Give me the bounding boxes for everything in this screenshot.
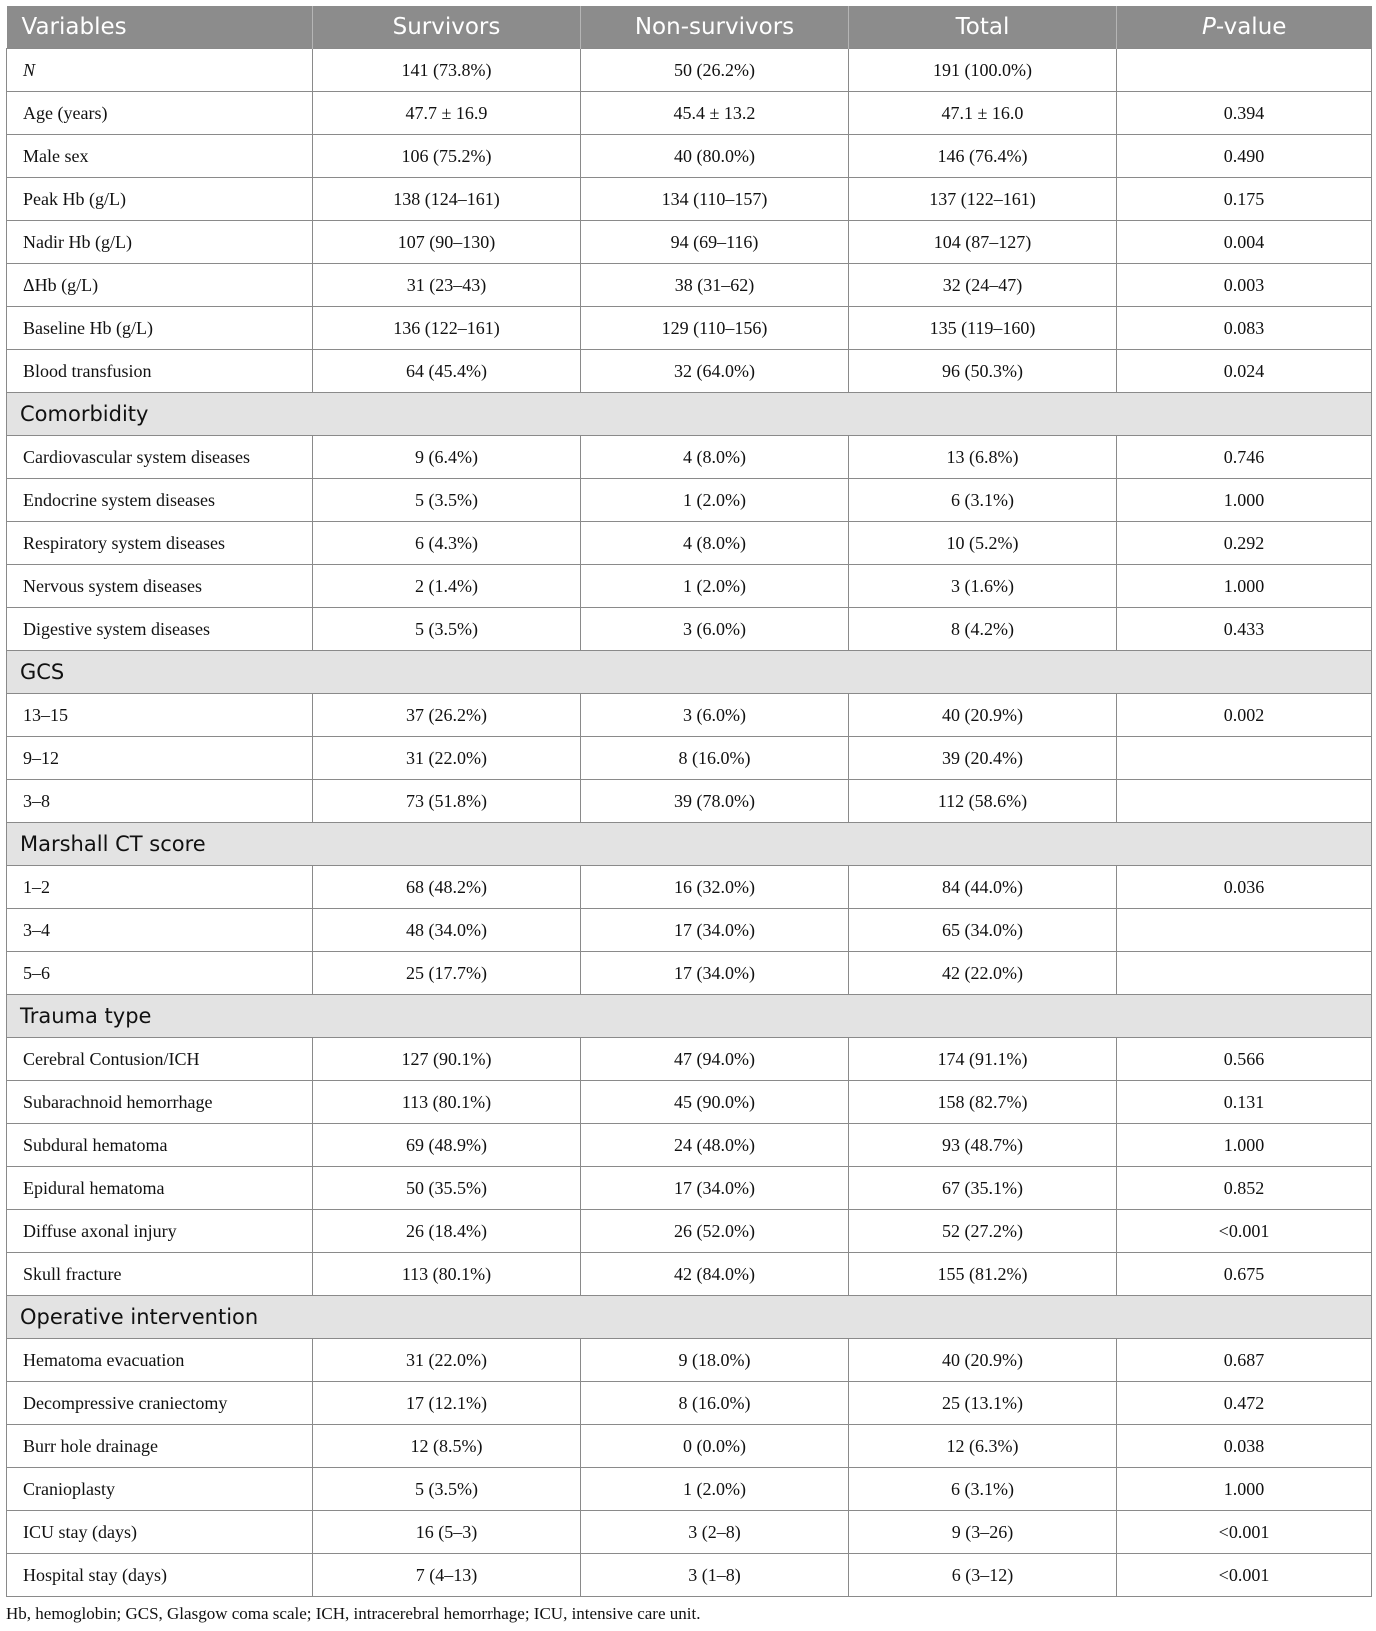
cell-total: 47.1 ± 16.0 <box>849 92 1117 135</box>
cell-label: 9–12 <box>7 737 313 780</box>
table-row <box>7 1081 1372 1124</box>
cell-label: Subdural hematoma <box>7 1124 313 1167</box>
cell-total: 96 (50.3%) <box>849 350 1117 393</box>
cell-total: 158 (82.7%) <box>849 1081 1117 1124</box>
cell-label: Epidural hematoma <box>7 1167 313 1210</box>
cell-total: 65 (34.0%) <box>849 909 1117 952</box>
cell-p: <0.001 <box>1117 1210 1372 1253</box>
header-survivors: Survivors <box>313 6 581 49</box>
cell-non-survivors: 50 (26.2%) <box>581 49 849 92</box>
section-title-gcs: GCS <box>7 651 1372 694</box>
cell-survivors: 25 (17.7%) <box>313 952 581 995</box>
section-title-marshall: Marshall CT score <box>7 823 1372 866</box>
cell-label: Digestive system diseases <box>7 608 313 651</box>
cell-total: 104 (87–127) <box>849 221 1117 264</box>
cell-label: Male sex <box>7 135 313 178</box>
cell-p: 0.024 <box>1117 350 1372 393</box>
header-variables: Variables <box>7 6 313 49</box>
cell-survivors: 73 (51.8%) <box>313 780 581 823</box>
section-title-comorbidity: Comorbidity <box>7 393 1372 436</box>
cell-survivors: 48 (34.0%) <box>313 909 581 952</box>
cell-total: 67 (35.1%) <box>849 1167 1117 1210</box>
cell-label: Peak Hb (g/L) <box>7 178 313 221</box>
cell-total: 40 (20.9%) <box>849 1339 1117 1382</box>
cell-total: 112 (58.6%) <box>849 780 1117 823</box>
cell-label: Cerebral Contusion/ICH <box>7 1038 313 1081</box>
cell-p: 0.004 <box>1117 221 1372 264</box>
cell-non-survivors: 17 (34.0%) <box>581 1167 849 1210</box>
cell-non-survivors: 1 (2.0%) <box>581 479 849 522</box>
cell-p: 0.083 <box>1117 307 1372 350</box>
cell-survivors: 106 (75.2%) <box>313 135 581 178</box>
table-row <box>7 1253 1372 1296</box>
cell-total: 6 (3.1%) <box>849 1468 1117 1511</box>
cell-label: Blood transfusion <box>7 350 313 393</box>
cell-total: 39 (20.4%) <box>849 737 1117 780</box>
cell-non-survivors: 4 (8.0%) <box>581 522 849 565</box>
cell-label: ΔHb (g/L) <box>7 264 313 307</box>
cell-p: 0.746 <box>1117 436 1372 479</box>
header-total: Total <box>849 6 1117 49</box>
section-row <box>7 995 1372 1038</box>
cell-total: 93 (48.7%) <box>849 1124 1117 1167</box>
cell-p <box>1117 952 1372 995</box>
cell-non-survivors: 134 (110–157) <box>581 178 849 221</box>
header-p-letter: P <box>1202 14 1216 40</box>
cell-label: Burr hole drainage <box>7 1425 313 1468</box>
table-row <box>7 1038 1372 1081</box>
cell-non-survivors: 16 (32.0%) <box>581 866 849 909</box>
cell-p: <0.001 <box>1117 1511 1372 1554</box>
cell-non-survivors: 47 (94.0%) <box>581 1038 849 1081</box>
table-row <box>7 264 1372 307</box>
section-title-operative: Operative intervention <box>7 1296 1372 1339</box>
table-row <box>7 1468 1372 1511</box>
cell-survivors: 113 (80.1%) <box>313 1081 581 1124</box>
cell-survivors: 31 (22.0%) <box>313 737 581 780</box>
table-row <box>7 307 1372 350</box>
table-row <box>7 92 1372 135</box>
table-row <box>7 49 1372 92</box>
header-p-suffix: -value <box>1215 14 1287 40</box>
cell-label: Endocrine system diseases <box>7 479 313 522</box>
cell-label: 13–15 <box>7 694 313 737</box>
cell-total: 84 (44.0%) <box>849 866 1117 909</box>
cell-survivors: 50 (35.5%) <box>313 1167 581 1210</box>
table-row <box>7 608 1372 651</box>
cell-p: 1.000 <box>1117 1468 1372 1511</box>
cell-label: 1–2 <box>7 866 313 909</box>
cell-survivors: 64 (45.4%) <box>313 350 581 393</box>
cell-non-survivors: 3 (6.0%) <box>581 608 849 651</box>
section-row <box>7 651 1372 694</box>
cell-non-survivors: 1 (2.0%) <box>581 1468 849 1511</box>
section-row <box>7 1296 1372 1339</box>
cell-p: 0.175 <box>1117 178 1372 221</box>
table-row <box>7 436 1372 479</box>
cell-non-survivors: 40 (80.0%) <box>581 135 849 178</box>
cell-non-survivors: 129 (110–156) <box>581 307 849 350</box>
cell-non-survivors: 45.4 ± 13.2 <box>581 92 849 135</box>
table-container <box>6 6 1371 1624</box>
table-row <box>7 1382 1372 1425</box>
cell-survivors: 5 (3.5%) <box>313 479 581 522</box>
cell-p <box>1117 909 1372 952</box>
cell-total: 10 (5.2%) <box>849 522 1117 565</box>
cell-total: 135 (119–160) <box>849 307 1117 350</box>
cell-p: <0.001 <box>1117 1554 1372 1597</box>
cell-total: 25 (13.1%) <box>849 1382 1117 1425</box>
cell-non-survivors: 42 (84.0%) <box>581 1253 849 1296</box>
table-row <box>7 1167 1372 1210</box>
table-row <box>7 221 1372 264</box>
table-row <box>7 780 1372 823</box>
header-non-survivors: Non-survivors <box>581 6 849 49</box>
cell-total: 146 (76.4%) <box>849 135 1117 178</box>
cell-non-survivors: 32 (64.0%) <box>581 350 849 393</box>
cell-survivors: 26 (18.4%) <box>313 1210 581 1253</box>
cell-total: 40 (20.9%) <box>849 694 1117 737</box>
cell-non-survivors: 94 (69–116) <box>581 221 849 264</box>
cell-total: 6 (3.1%) <box>849 479 1117 522</box>
cell-non-survivors: 24 (48.0%) <box>581 1124 849 1167</box>
cell-label: 3–8 <box>7 780 313 823</box>
table-row <box>7 135 1372 178</box>
table-row <box>7 1511 1372 1554</box>
cell-p: 0.394 <box>1117 92 1372 135</box>
cell-non-survivors: 3 (6.0%) <box>581 694 849 737</box>
table-row <box>7 1339 1372 1382</box>
cell-p: 0.852 <box>1117 1167 1372 1210</box>
table-row <box>7 1554 1372 1597</box>
cell-label: 3–4 <box>7 909 313 952</box>
cell-survivors: 107 (90–130) <box>313 221 581 264</box>
cell-survivors: 5 (3.5%) <box>313 608 581 651</box>
table-row <box>7 1210 1372 1253</box>
cell-total: 137 (122–161) <box>849 178 1117 221</box>
cell-label: Age (years) <box>7 92 313 135</box>
cell-survivors: 141 (73.8%) <box>313 49 581 92</box>
cell-p: 0.490 <box>1117 135 1372 178</box>
cell-non-survivors: 9 (18.0%) <box>581 1339 849 1382</box>
cell-total: 8 (4.2%) <box>849 608 1117 651</box>
cell-survivors: 69 (48.9%) <box>313 1124 581 1167</box>
cell-non-survivors: 3 (1–8) <box>581 1554 849 1597</box>
cell-p: 0.131 <box>1117 1081 1372 1124</box>
cell-label: Cranioplasty <box>7 1468 313 1511</box>
cell-p: 0.002 <box>1117 694 1372 737</box>
cell-survivors: 37 (26.2%) <box>313 694 581 737</box>
table-row <box>7 952 1372 995</box>
table-row <box>7 909 1372 952</box>
cell-label: Decompressive craniectomy <box>7 1382 313 1425</box>
table-row <box>7 350 1372 393</box>
header-p-value <box>1117 6 1372 49</box>
cell-survivors: 12 (8.5%) <box>313 1425 581 1468</box>
cell-non-survivors: 8 (16.0%) <box>581 1382 849 1425</box>
cell-label: Cardiovascular system diseases <box>7 436 313 479</box>
cell-p <box>1117 737 1372 780</box>
cell-p: 0.433 <box>1117 608 1372 651</box>
cell-total: 32 (24–47) <box>849 264 1117 307</box>
cell-survivors: 31 (23–43) <box>313 264 581 307</box>
cell-label: Hospital stay (days) <box>7 1554 313 1597</box>
cell-total: 12 (6.3%) <box>849 1425 1117 1468</box>
cell-label: Baseline Hb (g/L) <box>7 307 313 350</box>
cell-total: 6 (3–12) <box>849 1554 1117 1597</box>
section-title-trauma: Trauma type <box>7 995 1372 1038</box>
cell-survivors: 5 (3.5%) <box>313 1468 581 1511</box>
table-row <box>7 694 1372 737</box>
cell-non-survivors: 0 (0.0%) <box>581 1425 849 1468</box>
cell-survivors: 7 (4–13) <box>313 1554 581 1597</box>
cell-non-survivors: 45 (90.0%) <box>581 1081 849 1124</box>
cell-non-survivors: 8 (16.0%) <box>581 737 849 780</box>
cell-survivors: 127 (90.1%) <box>313 1038 581 1081</box>
cell-label: Respiratory system diseases <box>7 522 313 565</box>
cell-label: Skull fracture <box>7 1253 313 1296</box>
table-header-row <box>7 6 1372 49</box>
cell-total: 42 (22.0%) <box>849 952 1117 995</box>
cell-label: Subarachnoid hemorrhage <box>7 1081 313 1124</box>
cell-survivors: 47.7 ± 16.9 <box>313 92 581 135</box>
cell-survivors: 2 (1.4%) <box>313 565 581 608</box>
cell-p: 1.000 <box>1117 565 1372 608</box>
cell-p: 0.472 <box>1117 1382 1372 1425</box>
cell-non-survivors: 39 (78.0%) <box>581 780 849 823</box>
cell-survivors: 136 (122–161) <box>313 307 581 350</box>
cell-total: 174 (91.1%) <box>849 1038 1117 1081</box>
cell-non-survivors: 38 (31–62) <box>581 264 849 307</box>
cell-p: 1.000 <box>1117 1124 1372 1167</box>
table-row <box>7 1124 1372 1167</box>
cell-total: 155 (81.2%) <box>849 1253 1117 1296</box>
data-table <box>6 6 1372 1597</box>
cell-label: Nervous system diseases <box>7 565 313 608</box>
cell-p: 0.036 <box>1117 866 1372 909</box>
cell-p: 0.687 <box>1117 1339 1372 1382</box>
cell-survivors: 17 (12.1%) <box>313 1382 581 1425</box>
cell-p <box>1117 49 1372 92</box>
cell-label: 5–6 <box>7 952 313 995</box>
cell-label: Diffuse axonal injury <box>7 1210 313 1253</box>
cell-label: Nadir Hb (g/L) <box>7 221 313 264</box>
table-row <box>7 479 1372 522</box>
cell-p: 0.003 <box>1117 264 1372 307</box>
cell-p: 0.675 <box>1117 1253 1372 1296</box>
table-footnote: Hb, hemoglobin; GCS, Glasgow coma scale; ICH, intracerebral hemorrhage; ICU, intensive care unit. <box>6 1604 701 1623</box>
cell-survivors: 68 (48.2%) <box>313 866 581 909</box>
cell-label: ICU stay (days) <box>7 1511 313 1554</box>
cell-survivors: 113 (80.1%) <box>313 1253 581 1296</box>
section-row <box>7 823 1372 866</box>
cell-non-survivors: 3 (2–8) <box>581 1511 849 1554</box>
cell-label: N <box>7 49 313 92</box>
section-row <box>7 393 1372 436</box>
cell-survivors: 138 (124–161) <box>313 178 581 221</box>
cell-non-survivors: 1 (2.0%) <box>581 565 849 608</box>
cell-survivors: 6 (4.3%) <box>313 522 581 565</box>
cell-total: 9 (3–26) <box>849 1511 1117 1554</box>
cell-label: Hematoma evacuation <box>7 1339 313 1382</box>
cell-non-survivors: 4 (8.0%) <box>581 436 849 479</box>
cell-total: 3 (1.6%) <box>849 565 1117 608</box>
table-row <box>7 565 1372 608</box>
table-row <box>7 522 1372 565</box>
cell-p: 0.038 <box>1117 1425 1372 1468</box>
cell-total: 191 (100.0%) <box>849 49 1117 92</box>
cell-p <box>1117 780 1372 823</box>
cell-total: 13 (6.8%) <box>849 436 1117 479</box>
cell-p: 1.000 <box>1117 479 1372 522</box>
cell-p: 0.566 <box>1117 1038 1372 1081</box>
cell-non-survivors: 17 (34.0%) <box>581 909 849 952</box>
cell-total: 52 (27.2%) <box>849 1210 1117 1253</box>
cell-survivors: 9 (6.4%) <box>313 436 581 479</box>
cell-non-survivors: 17 (34.0%) <box>581 952 849 995</box>
table-row <box>7 178 1372 221</box>
table-row <box>7 866 1372 909</box>
cell-non-survivors: 26 (52.0%) <box>581 1210 849 1253</box>
cell-survivors: 16 (5–3) <box>313 1511 581 1554</box>
table-row <box>7 737 1372 780</box>
cell-p: 0.292 <box>1117 522 1372 565</box>
table-row <box>7 1425 1372 1468</box>
cell-survivors: 31 (22.0%) <box>313 1339 581 1382</box>
